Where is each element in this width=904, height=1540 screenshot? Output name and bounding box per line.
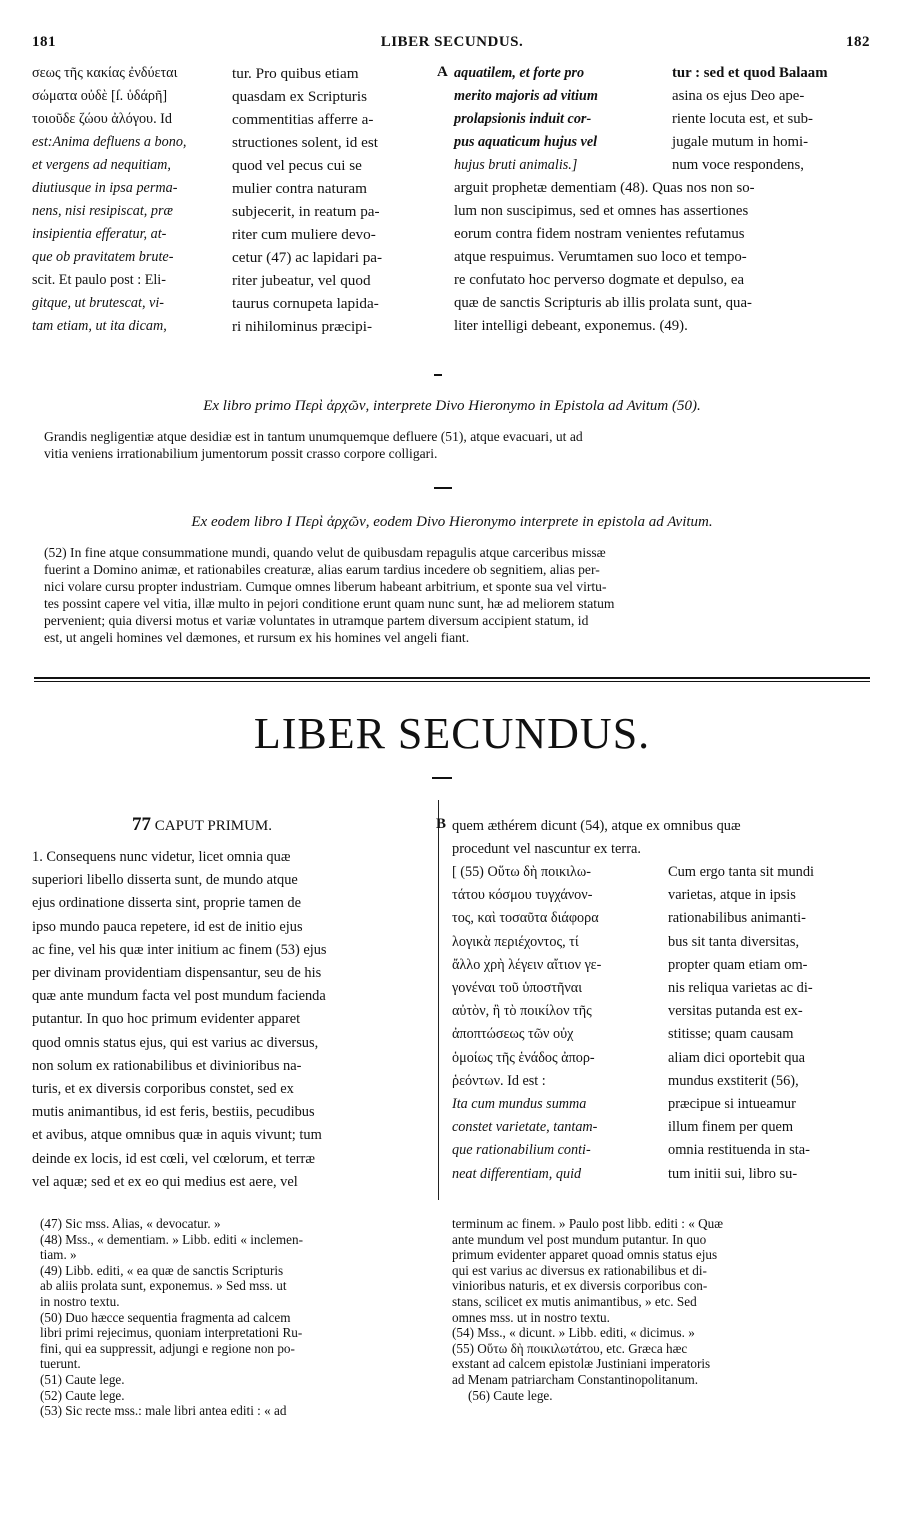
text-line: est:Anima defluens a bono, bbox=[32, 134, 187, 150]
footnote-line: tuerunt. bbox=[40, 1356, 81, 1372]
text-line: atque respuimus. Verumtamen suo loco et tempo- bbox=[454, 249, 747, 265]
text-line: eorum contra fidem nostram venientes refutamus bbox=[454, 226, 745, 242]
text-line: riente locuta est, et sub- bbox=[672, 111, 813, 127]
greek-column bbox=[452, 861, 662, 1186]
footnote-line: (54) Mss., « dicunt. » Libb. editi, « dicimus. » bbox=[452, 1325, 695, 1341]
text-line: que rationabilium conti- bbox=[452, 1142, 591, 1159]
text-line: vitia veniens irrationabilium jumentorum possit crasso corpore colligari. bbox=[44, 446, 438, 461]
text-line: riter jubeatur, vel quod bbox=[232, 272, 371, 289]
footnote-line: (50) Duo hæcce sequentia fragmenta ad calcem bbox=[40, 1309, 291, 1325]
column-number: 77 bbox=[132, 814, 151, 835]
horizontal-rule bbox=[34, 681, 870, 682]
text-line: lum non suscipimus, sed et omnes has assertiones bbox=[454, 203, 749, 219]
text-line: (52) In fine atque consummatione mundi, quando velut de quibusdam repagulis atque carceribus missæ bbox=[44, 545, 606, 560]
text-line: putantur. In quo hoc primum evidenter apparet bbox=[32, 1011, 301, 1028]
text-line: que ob pravitatem brute- bbox=[32, 249, 174, 265]
text-line: prolapsionis induit cor- bbox=[454, 111, 592, 127]
text-line: quod omnis status ejus, qui est varius ac diversus, bbox=[32, 1034, 319, 1051]
text-line: mutis animantibus, id est feris, bestiis, pecudibus bbox=[32, 1104, 315, 1121]
chapter-left-column bbox=[32, 846, 424, 1194]
margin-marker-b: B bbox=[436, 816, 447, 832]
text-line: et avibus, atque omnibus quæ in aquis vivunt; tum bbox=[32, 1127, 322, 1144]
footnote-line: ad Menam patriarcham Constantinopolitanum. bbox=[452, 1371, 699, 1387]
text-line: hujus bruti animalis.] bbox=[454, 157, 578, 173]
text-line: 1. Consequens nunc videtur, licet omnia quæ bbox=[32, 849, 291, 865]
footnote-line: fini, qui ea suppressit, adjungi e regione non po- bbox=[40, 1340, 295, 1356]
text-line: taurus cornupeta lapida- bbox=[232, 295, 379, 312]
top-column-2 bbox=[232, 62, 432, 338]
text-line: ipso mundo pauca repetere, id est de initio ejus bbox=[32, 918, 303, 935]
separator-dash bbox=[434, 374, 442, 376]
chapter-right-column bbox=[452, 815, 872, 861]
footnote-line: (48) Mss., « dementiam. » Libb. editi « inclemen- bbox=[40, 1231, 303, 1247]
text-line: Ita cum mundus summa bbox=[452, 1096, 587, 1113]
text-line: turis, et ex diversis corporibus constet, sed ex bbox=[32, 1081, 294, 1098]
text-line: gitque, ut brutescat, vi- bbox=[32, 295, 164, 311]
text-line: aliam dici oportebit qua bbox=[668, 1049, 806, 1066]
text-line: structiones solent, id est bbox=[232, 134, 378, 151]
footnote-line: terminum ac finem. » Paulo post libb. editi : « Quæ bbox=[452, 1216, 724, 1231]
text-line: quasdam ex Scripturis bbox=[232, 88, 367, 105]
text-line: liter intelligi debeant, exponemus. (49). bbox=[454, 318, 688, 334]
text-line: illum finem per quem bbox=[668, 1119, 794, 1136]
footnote-line: ante mundum vel post mundum putantur. In quo bbox=[452, 1231, 707, 1247]
text-line: rationabilibus animanti- bbox=[668, 910, 806, 927]
fragment-2-title: Ex eodem libro I Περὶ ἀρχῶν, eodem Divo Hieronymo interprete in epistola ad Avitum. bbox=[191, 514, 713, 530]
text-line: αὐτὸν, ἢ τὸ ποικίλον τῆς bbox=[452, 1003, 592, 1020]
text-line: propter quam etiam om- bbox=[668, 956, 808, 973]
latin-translation-column bbox=[668, 861, 874, 1186]
top-column-3-right bbox=[672, 62, 872, 177]
running-title: LIBER SECUNDUS. bbox=[380, 34, 524, 50]
text-line: riter cum muliere devo- bbox=[232, 226, 376, 243]
text-line: ac fine, vel his quæ inter initium ac finem (53) ejus bbox=[32, 941, 327, 958]
text-line: ἄλλο χρὴ λέγειν αἴτιον γε- bbox=[452, 956, 602, 973]
page-number-left: 181 bbox=[32, 34, 56, 50]
text-line: τος, καὶ τοσαῦτα διάφορα bbox=[452, 910, 599, 927]
text-line: pus aquaticum hujus vel bbox=[454, 134, 598, 150]
fragment-1-title: Ex libro primo Περὶ ἀρχῶν, interprete Divo Hieronymo in Epistola ad Avitum (50). bbox=[203, 398, 701, 414]
text-line: varietas, atque in ipsis bbox=[668, 887, 796, 904]
text-line: mundus exstiterit (56), bbox=[668, 1072, 799, 1089]
text-line: vel aquæ; sed et ex eo qui medius est aere, vel bbox=[32, 1173, 298, 1190]
text-line: scit. Et paulo post : Eli- bbox=[32, 272, 166, 288]
text-line: constet varietate, tantam- bbox=[452, 1119, 598, 1136]
text-line: τάτου κόσμου τυγχάνον- bbox=[452, 887, 593, 904]
text-line: ῥεόντων. Id est : bbox=[452, 1072, 546, 1089]
footnote-line: (55) Οὕτω δὴ ποικιλωτάτου, etc. Græca hæc bbox=[452, 1340, 688, 1356]
footnote-line: (51) Caute lege. bbox=[40, 1371, 125, 1387]
text-line: nis reliqua varietas ac di- bbox=[668, 980, 813, 997]
top-column-3-italic bbox=[454, 62, 666, 177]
text-line: et vergens ad nequitiam, bbox=[32, 157, 171, 173]
text-line: pervenient; quia diversi motus et variæ voluntates in utramque partem diversum accipient statum, id bbox=[44, 613, 589, 628]
text-line: non solum ex rationabilibus et divinioribus na- bbox=[32, 1057, 302, 1074]
column-divider bbox=[438, 800, 439, 1200]
text-line: per divinam providentiam dispensantur, seu de his bbox=[32, 965, 322, 982]
footnote-line: omnes mss. ut in nostro textu. bbox=[452, 1309, 610, 1325]
footnote-line: ab aliis prolata sunt, exponemus. » Sed mss. ut bbox=[40, 1278, 287, 1294]
chapter-heading bbox=[132, 814, 272, 836]
fragment-1-text bbox=[44, 428, 874, 462]
footnote-line: tiam. » bbox=[40, 1247, 77, 1263]
text-line: arguit prophetæ dementiam (48). Quas nos non so- bbox=[454, 180, 755, 196]
text-line: procedunt vel nascuntur ex terra. bbox=[452, 841, 641, 858]
chapter-heading-text: CAPUT PRIMUM. bbox=[154, 818, 273, 834]
text-line: mulier contra naturam bbox=[232, 180, 367, 197]
text-line: λογικὰ περιέχοντος, τί bbox=[452, 933, 579, 950]
text-line: quod vel pecus cui se bbox=[232, 157, 362, 174]
page-number-right: 182 bbox=[846, 34, 870, 50]
margin-marker-a: A bbox=[437, 64, 448, 80]
footnote-line: (52) Caute lege. bbox=[40, 1387, 125, 1403]
text-line: num voce respondens, bbox=[672, 157, 804, 173]
text-line: diutiusque in ipsa perma- bbox=[32, 180, 178, 196]
text-line: asina os ejus Deo ape- bbox=[672, 88, 805, 104]
text-line: ri nihilominus præcipi- bbox=[232, 318, 373, 335]
text-line: stitisse; quam causam bbox=[668, 1026, 794, 1043]
text-line: ἀποπτώσεως τῶν οὐχ bbox=[452, 1026, 574, 1043]
footnote-line: (47) Sic mss. Alias, « devocatur. » bbox=[40, 1216, 221, 1231]
text-line: est, ut angeli homines vel dæmones, et rursum ex his homines vel angeli fiant. bbox=[44, 630, 470, 645]
text-line: tur : sed et quod Balaam bbox=[672, 65, 828, 81]
text-line: quæ ante mundum facta vel post mundum facienda bbox=[32, 988, 326, 1005]
text-line: commentitias afferre a- bbox=[232, 111, 374, 128]
footnote-line: stans, scilicet ex mutis animantibus, » etc. Sed bbox=[452, 1293, 697, 1309]
text-line: bus sit tanta diversitas, bbox=[668, 933, 800, 950]
text-line: subjecerit, in reatum pa- bbox=[232, 203, 380, 220]
text-line: tes possint capere vel vitia, illæ multo in pejori conditione erunt quam nunc sunt, hæ ad meliorem statum bbox=[44, 596, 615, 611]
text-line: Grandis negligentiæ atque desidiæ est in tantum unumquemque defluere (51), atque evacuari, ut ad bbox=[44, 429, 583, 444]
top-column-1 bbox=[32, 62, 224, 338]
text-line: tur. Pro quibus etiam bbox=[232, 65, 359, 82]
text-line: omnia restituenda in sta- bbox=[668, 1142, 810, 1159]
fragment-2-text bbox=[44, 544, 874, 646]
text-line: σώματα οὐδὲ [ſ. ὑδάρῆ] bbox=[32, 88, 168, 104]
text-line: tam etiam, ut ita dicam, bbox=[32, 318, 167, 334]
footnote-line: (53) Sic recte mss.: male libri antea editi : « ad bbox=[40, 1403, 287, 1419]
text-line: merito majoris ad vitium bbox=[454, 88, 598, 104]
separator-dash bbox=[432, 777, 452, 779]
text-line: tum initii sui, libro su- bbox=[668, 1165, 798, 1182]
horizontal-rule bbox=[34, 677, 870, 679]
separator-dash bbox=[434, 487, 452, 489]
text-line: ὁμοίως τῆς ἑνάδος ἀπορ- bbox=[452, 1049, 595, 1066]
text-line: ejus ordinatione disserta sint, proprie tamen de bbox=[32, 895, 301, 912]
text-line: neat differentiam, quid bbox=[452, 1165, 582, 1182]
footnotes-right bbox=[452, 1216, 872, 1403]
text-line: re confutato hoc perverso dogmate et depulso, ea bbox=[454, 272, 745, 288]
text-line: nici volare cursu propter industriam. Cumque omnes liberum habeant arbitrium, et sponte sua vel virtu- bbox=[44, 579, 607, 594]
text-line: deinde ex locis, id est cœli, vel cœlorum, et terræ bbox=[32, 1150, 315, 1167]
text-line: Cum ergo tanta sit mundi bbox=[668, 864, 815, 880]
text-line: quæ de sanctis Scripturis ab illis prolata sunt, qua- bbox=[454, 295, 752, 311]
text-line: fuerint a Domino animæ, et rationabiles creaturæ, alias earum tardius incedere ob segnitiem, alias per- bbox=[44, 562, 600, 577]
text-line: insipientia efferatur, at- bbox=[32, 226, 167, 242]
text-line: τοιοῦδε ζώου ἀλόγου. Id bbox=[32, 111, 172, 127]
footnote-line: qui est varius ac diversus ex rationabilibus et di- bbox=[452, 1262, 707, 1278]
text-line: superiori libello disserta sunt, de mundo atque bbox=[32, 872, 298, 889]
text-line: versitas putanda est ex- bbox=[668, 1003, 803, 1020]
book-title: LIBER SECUNDUS. bbox=[253, 709, 651, 758]
text-line: aquatilem, et forte pro bbox=[454, 65, 585, 81]
top-column-3-full bbox=[454, 177, 874, 338]
footnote-line: primum evidenter apparet quoad omnis status ejus bbox=[452, 1247, 718, 1263]
text-line: præcipue si intueamur bbox=[668, 1096, 796, 1113]
footnote-line: (49) Libb. editi, « ea quæ de sanctis Scripturis bbox=[40, 1262, 284, 1278]
footnotes-left bbox=[40, 1216, 430, 1419]
footnote-line: libri primi rejecimus, quoniam interpretationi Ru- bbox=[40, 1325, 303, 1341]
text-line: jugale mutum in homi- bbox=[672, 134, 809, 150]
footnote-line: in nostro textu. bbox=[40, 1293, 120, 1309]
text-line: nens, nisi resipiscat, præ bbox=[32, 203, 173, 219]
text-line: quem æthérem dicunt (54), atque ex omnibus quæ bbox=[452, 818, 741, 834]
text-line: σεως τῆς κακίας ἐνδύεται bbox=[32, 65, 178, 81]
text-line: γονέναι τοῦ ὑποστῆναι bbox=[452, 980, 583, 997]
footnote-line: (56) Caute lege. bbox=[468, 1387, 553, 1403]
text-line: cetur (47) ac lapidari pa- bbox=[232, 249, 383, 266]
text-line: [ (55) Οὕτω δὴ ποικιλω- bbox=[452, 864, 591, 880]
footnote-line: exstant ad calcem epistolæ Justiniani imperatoris bbox=[452, 1356, 711, 1372]
footnote-line: vinioribus naturis, et ex diversis corporibus con- bbox=[452, 1278, 708, 1294]
